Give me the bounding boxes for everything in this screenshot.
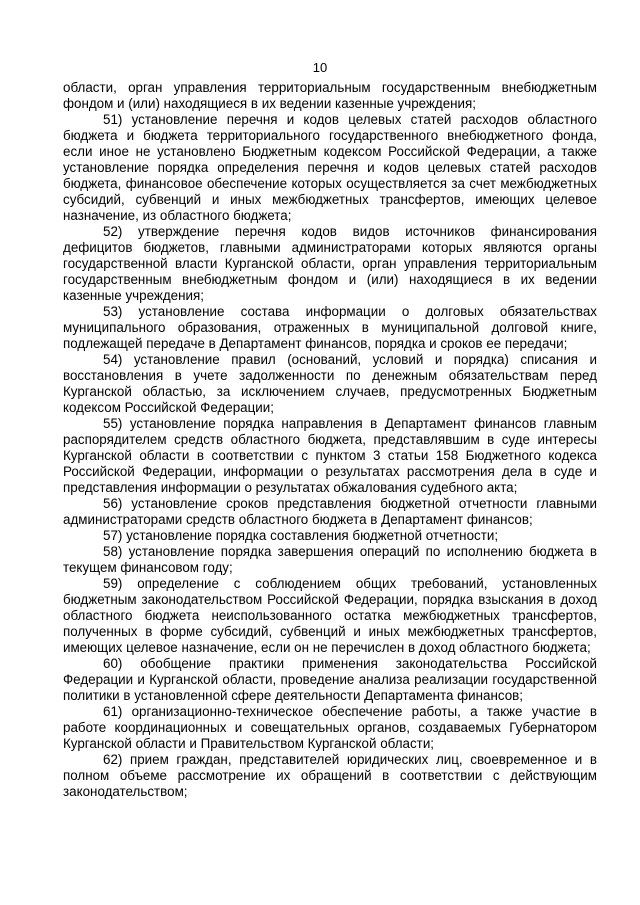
document-body (63, 80, 597, 800)
paragraph: 59) определение с соблюдением общих требований, установленных бюджетным законодательством Российской Федерации, порядка взыскания в доход областного бюджета неиспользованного остатка межбюджетных трансфертов, полученных в форме субсидий, субвенций и иных межбюджетных трансфертов, имеющих целевое назначение, если он не перечислен в доход областного бюджета; (63, 576, 597, 655)
page-number: 10 (312, 60, 328, 75)
paragraph: области, орган управления территориальным государственным внебюджетным фондом и (или) находящиеся в их ведении казенные учреждения; (63, 80, 597, 111)
paragraph: 62) прием граждан, представителей юридических лиц, своевременное и в полном объеме рассмотрение их обращений в соответствии с действующим законодательством; (63, 752, 597, 799)
paragraph: 57) установление порядка составления бюджетной отчетности; (103, 528, 499, 543)
paragraph: 60) обобщение практики применения законодательства Российской Федерации и Курганской области, проведение анализа реализации государственной политики в установленной сфере деятельности Департамента финансов; (63, 656, 597, 703)
paragraph: 54) установление правил (оснований, условий и порядка) списания и восстановления в учете задолженности по денежным обязательствам перед Курганской областью, за исключением случаев, предусмотренных Бюджетным кодексом Российской Федерации; (63, 352, 597, 415)
paragraph: 58) установление порядка завершения операций по исполнению бюджета в текущем финансовом году; (63, 544, 597, 575)
paragraph: 51) установление перечня и кодов целевых статей расходов областного бюджета и бюджета территориального государственного внебюджетного фонда, если иное не установлено Бюджетным кодексом Российской Федерации, а также установление порядка определения перечня и кодов целевых статей расходов бюджета, финансовое обеспечение которых осуществляется за счет межбюджетных субсидий, субвенций и иных межбюджетных трансфертов, имеющих целевое назначение, из областного бюджета; (63, 112, 597, 223)
paragraph: 61) организационно-техническое обеспечение работы, а также участие в работе координационных и совещательных органов, создаваемых Губернатором Курганской области и Правительством Курганской области; (63, 704, 597, 751)
paragraph: 53) установление состава информации о долговых обязательствах муниципального образования, отраженных в муниципальной долговой книге, подлежащей передаче в Департамент финансов, порядка и сроков ее передачи; (63, 304, 597, 351)
paragraph: 52) утверждение перечня кодов видов источников финансирования дефицитов бюджетов, главными администраторами которых являются органы государственной власти Курганской области, орган управления территориальным государственным внебюджетным фондом и (или) находящиеся в их ведении казенные учреждения; (63, 224, 597, 303)
paragraph: 56) установление сроков представления бюджетной отчетности главными администраторами средств областного бюджета в Департамент финансов; (63, 496, 597, 527)
paragraph: 55) установление порядка направления в Департамент финансов главным распорядителем средств областного бюджета, представлявшим в суде интересы Курганской области в соответствии с пунктом 3 статьи 158 Бюджетного кодекса Российской Федерации, информации о результатах рассмотрения дела в суде и представления информации о результатах обжалования судебного акта; (63, 416, 597, 495)
